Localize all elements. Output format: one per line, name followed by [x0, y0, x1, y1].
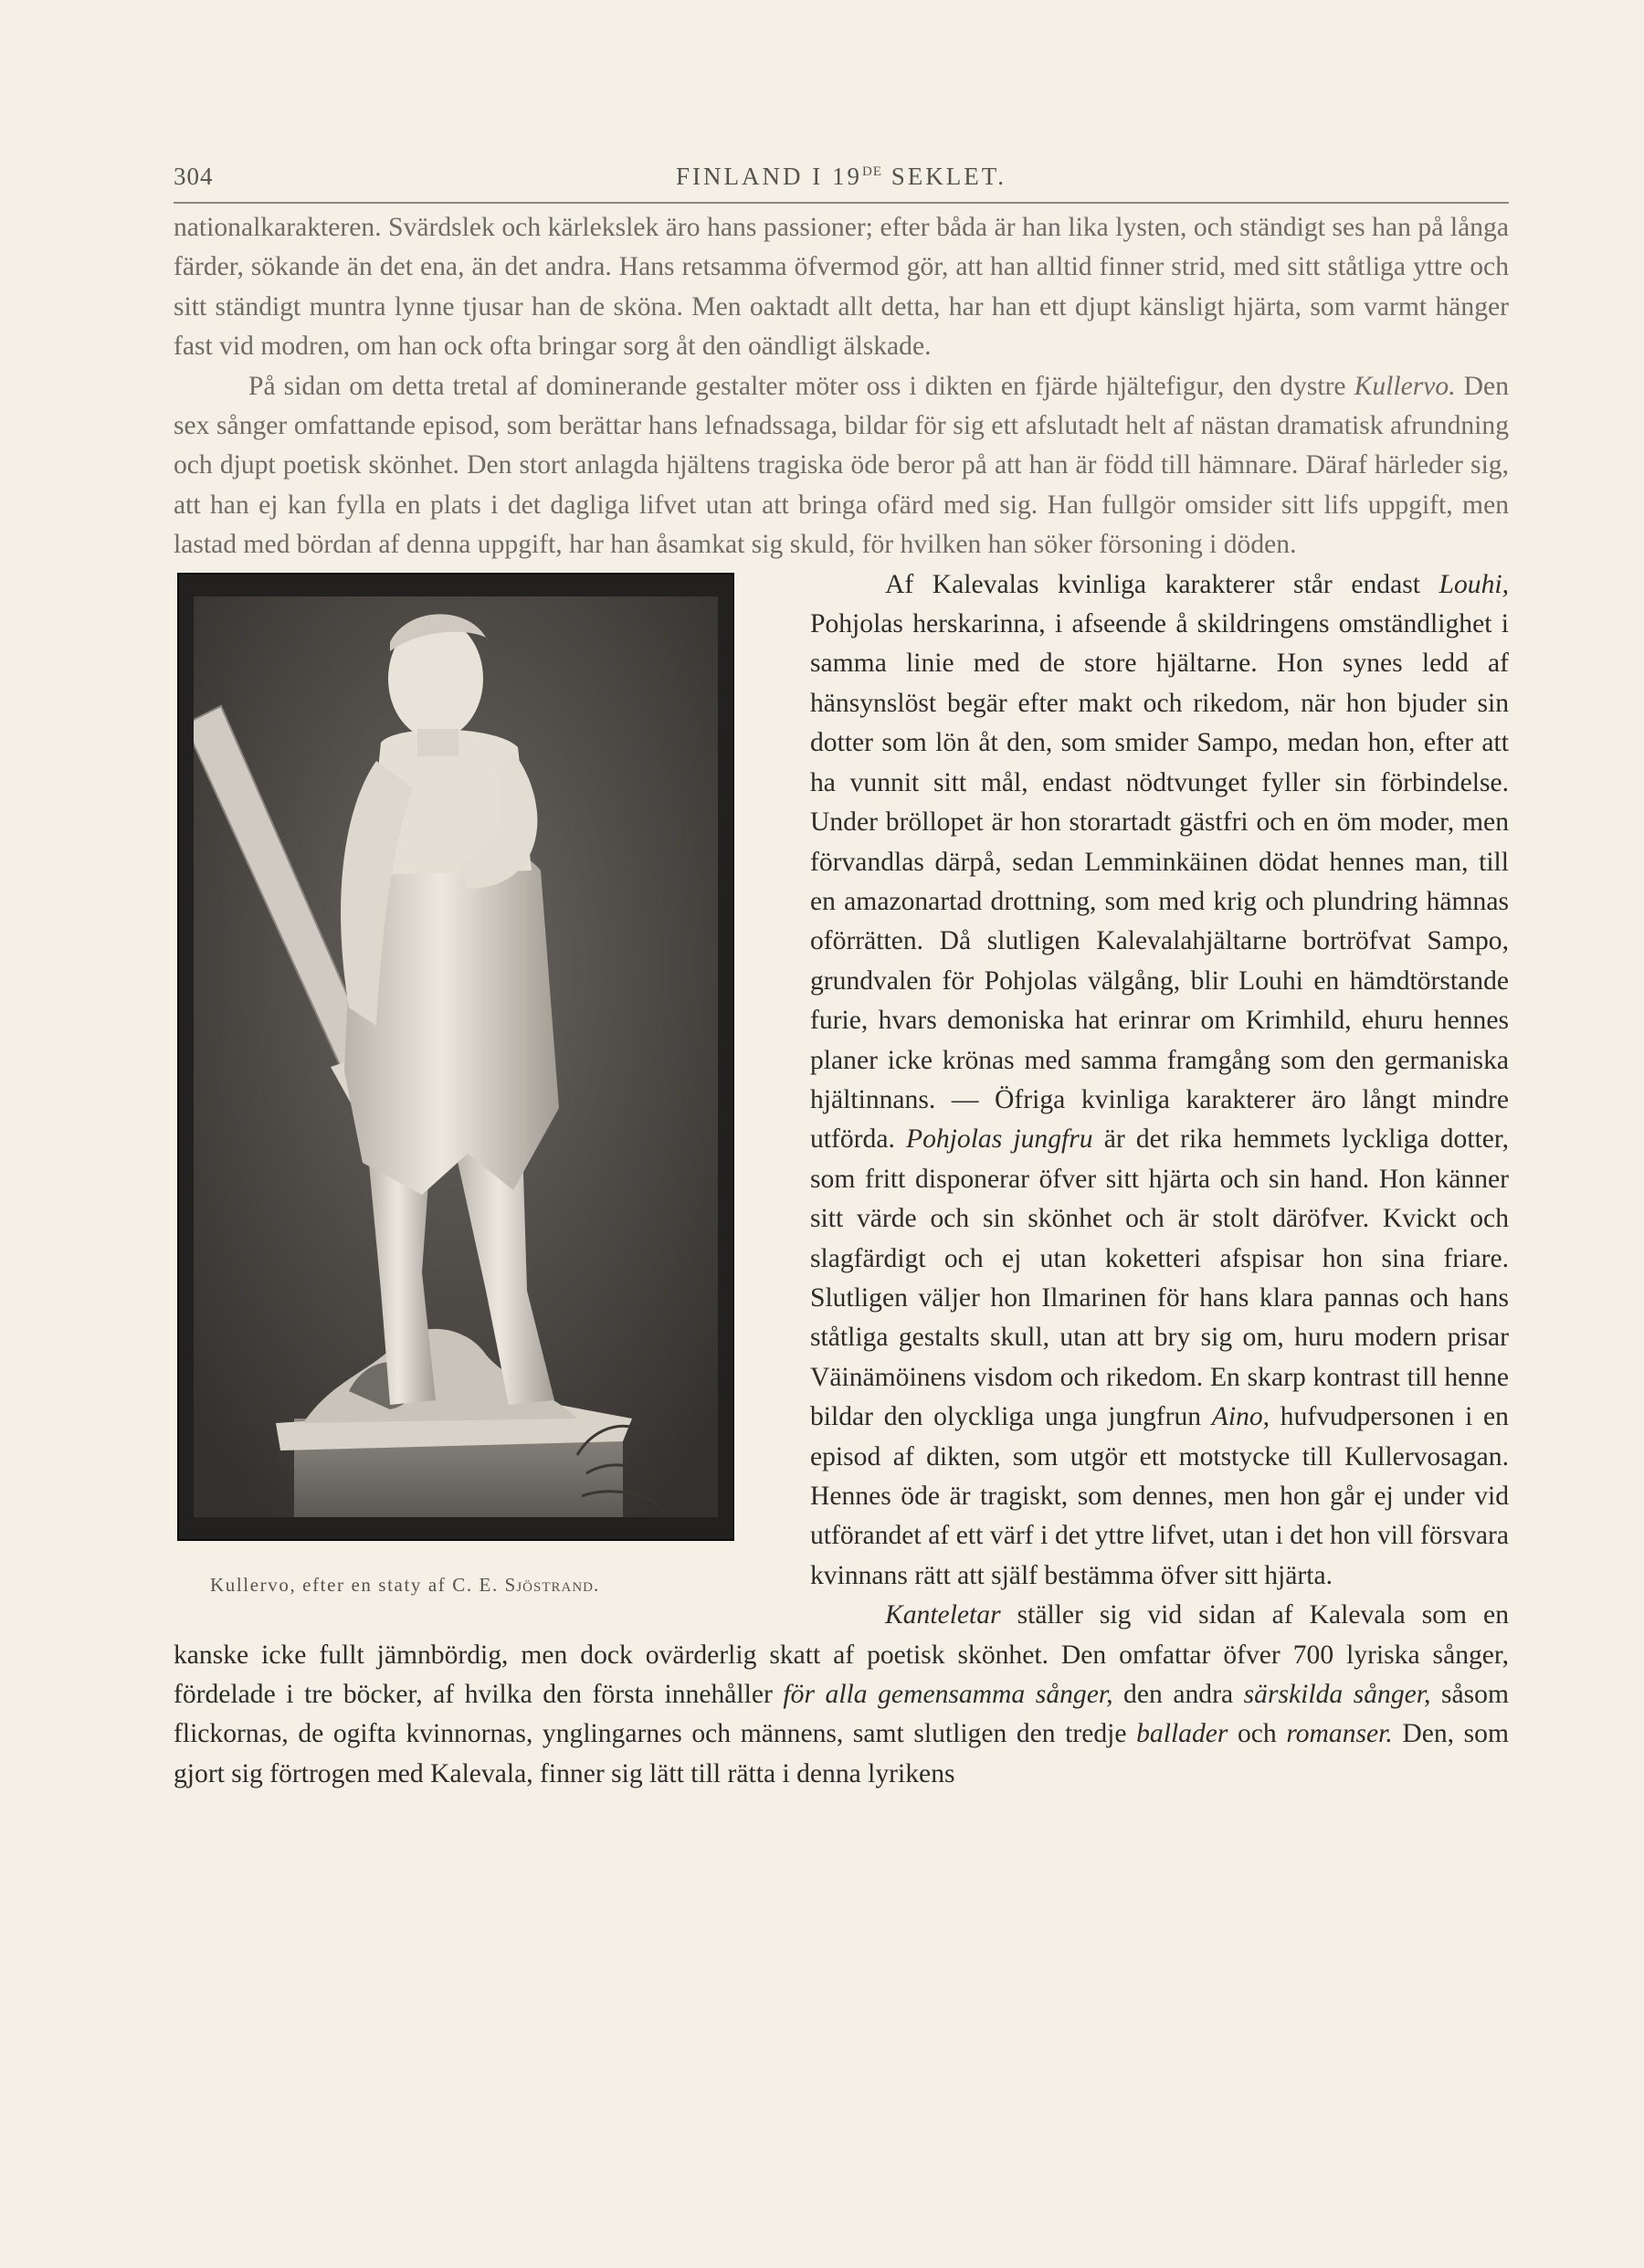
p4-text-c: såsom flickornas, de ogifta kvinnornas, ynglingarnes och männens, samt slutligen den tredje — [174, 1680, 1509, 1749]
running-title-sup: DE — [862, 164, 882, 179]
p2-text-b: Den sex sånger omfattande episod, som berättar hans lefnadssaga, bildar för sig ett afslutadt helt af nästan dramatisk afrundning och djupt poetisk skönhet. Den stort anlagda hjältens tragiska öde beror på att han är född till hämnare. Däraf härleder sig, att han ej kan fylla en plats i det dagliga lifvet utan att bringa ofärd med sig. Han fullgör omsider sitt lifs uppgift, men lastad med bördan af denna uppgift, har han åsamkat sig skuld, för hvilken han söker försoning i döden. — [174, 371, 1509, 560]
paragraph-1: nationalkarakteren. Svärdslek och kärlekslek äro hans passioner; efter båda är han lika lysten, och ständigt ses han på långa färder, sökande än det ena, än det andra. Hans retsamma öfvermod gör, att han alltid finner strid, med sitt ståtliga yttre och sitt ständigt muntra lynne tjusar han de sköna. Men oaktadt allt detta, har han ett djupt känsligt hjärta, som varmt hänger fast vid modren, om han ock ofta bringar sorg åt den oändligt älskade. — [174, 213, 1509, 362]
p4-text-b: den andra — [1112, 1680, 1244, 1710]
p4-text-a: ställer sig vid sidan af Kalevala som en kanske icke fullt jämnbördig, men dock ovärderlig skatt af poetisk skönhet. Den omfattar öfver 700 lyriska sånger, fördelade i tre böcker, af hvilka den första innehåller — [174, 1600, 1509, 1710]
paragraph-4 — [174, 1596, 1509, 1794]
p4-em-romanser: romanser. — [1286, 1719, 1393, 1749]
p4-em-kanteletar: Kanteletar — [885, 1600, 1001, 1630]
kullervo-statue-image — [194, 596, 718, 1517]
p3-em-pohjolas-jungfru: Pohjolas jungfru — [906, 1124, 1093, 1155]
caption-sculptor: Sjöstrand. — [504, 1573, 600, 1596]
running-title-end: SEKLET. — [882, 163, 1006, 190]
p4-em-gemensamma: för alla gemensamma sånger, — [783, 1680, 1113, 1710]
p3-em-louhi: Louhi, — [1438, 569, 1509, 599]
p3-text-c: är det rika hemmets lyckliga dotter, som fritt disponerar öfver sitt hjärta och sin hand. Hon känner sitt värde och sin skönhet och är stolt däröfver. Kvickt och slagfärdigt och ej utan koketteri afspisar hon sina friare. Slutligen väljer hon Ilmarinen för hans klara pannas och hans ståtliga gestalts skull, utan att bry sig om, huru modern prisar Väinämöinens visdom och rikedom. En skarp kontrast till henne bildar den olyckliga unga jungfrun — [810, 1124, 1509, 1432]
p4-text-e: Den, som gjort sig förtrogen med Kalevala, finner sig lätt till rätta i denna lyrikens — [174, 1719, 1509, 1788]
statue-illustration — [174, 573, 790, 1623]
running-title-main: FINLAND I 19 — [676, 163, 862, 190]
figure-caption — [210, 1566, 722, 1605]
p2-text-a: På sidan om detta tretal af dominerande gestalter möter oss i dikten en fjärde hjältefigur, den dystre — [248, 371, 1354, 401]
body-text — [174, 208, 1509, 1794]
p4-em-sarskilda: särskilda sånger, — [1243, 1680, 1431, 1710]
running-title — [174, 163, 1509, 191]
p3-em-aino: Aino, — [1211, 1402, 1270, 1432]
p3-text-d: hufvudpersonen i en episod af dikten, som utgör ett motstycke till Kullervosagan. Hennes öde är tragiskt, som dennes, men hon går ej under vid utförandet af ett värf i det yttre lifvet, utan i det hon vill försvara kvinnans rätt att själf bestämma öfver sitt hjärta. — [810, 1402, 1509, 1590]
page-number: 304 — [174, 163, 214, 190]
p3-text-a: Af Kalevalas kvinliga karakterer står endast — [885, 569, 1439, 599]
p2-em-kullervo: Kullervo. — [1354, 371, 1456, 401]
paragraph-2 — [174, 367, 1509, 565]
p4-text-d: och — [1228, 1719, 1287, 1749]
header-rule — [174, 202, 1509, 204]
caption-text: Kullervo, efter en staty af C. E. — [210, 1573, 505, 1596]
running-header — [174, 163, 1509, 199]
p4-em-ballader: ballader — [1136, 1719, 1228, 1749]
p3-text-b: Pohjolas herskarinna, i afseende å skildringens omständlighet i samma linie med de store hjältarne. Hon synes ledd af hänsynslöst begär efter makt och rikedom, när hon bjuder sin dotter som lön åt den, som smider Sampo, medan hon, efter att ha vunnit sitt mål, endast nödtvunget fyller sin förbindelse. Under bröllopet är hon storartadt gästfri och en öm moder, men förvandlas därpå, sedan Lemminkäinen dödat hennes man, till en amazonartad drottning, som med krig och plundring hämnas oförrätten. Då slutligen Kalevalahjältarne bortröfvat Sampo, grundvalen för Pohjolas välgång, blir Louhi en hämdtörstande furie, hvars demoniska hat erinrar om Krimhild, ehuru hennes planer icke krönas med samma framgång som den germaniska hjältinnans. — Öfriga kvinliga karakterer äro långt mindre utförda. — [810, 609, 1509, 1155]
